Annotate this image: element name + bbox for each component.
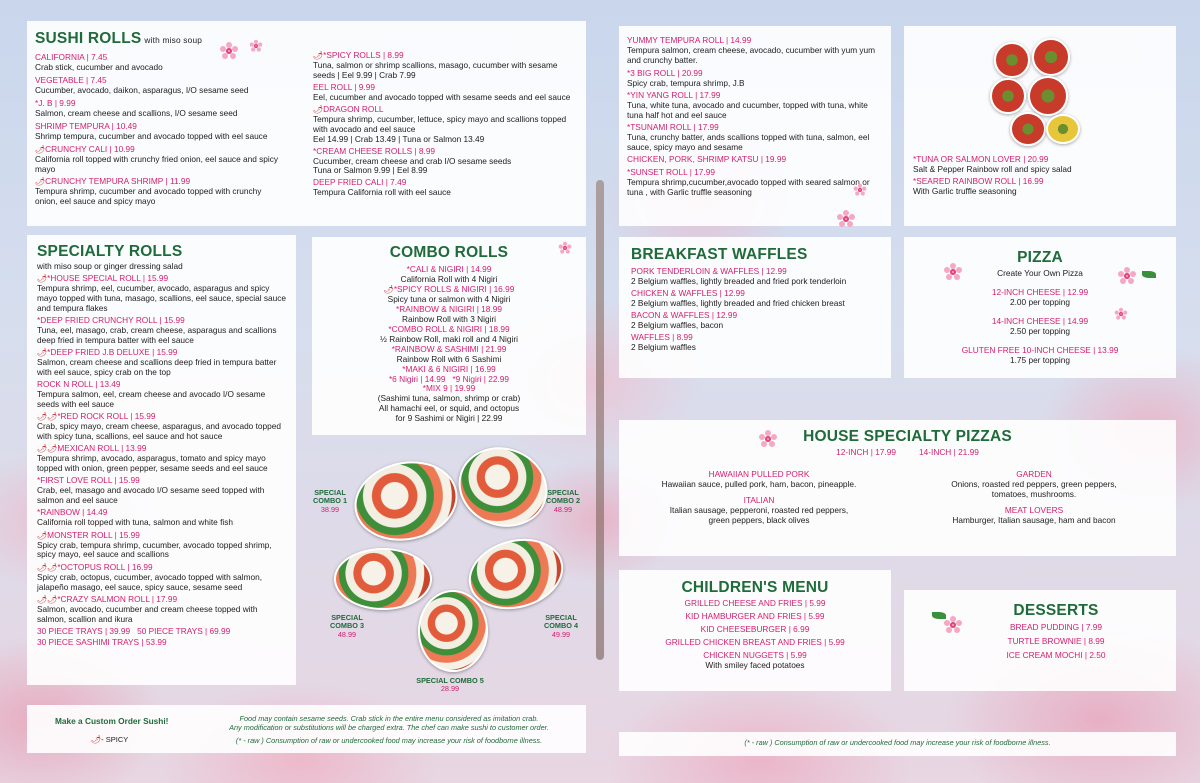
menu-item-name-text: KID HAMBURGER AND FRIES | 5.99 <box>685 611 825 621</box>
house-pizza-title: HOUSE SPECIALTY PIZZAS <box>803 428 1012 445</box>
house-pizza-right <box>904 464 1164 526</box>
menu-item <box>631 267 883 287</box>
menu-item-name-text: CHICKEN & WAFFLES | 12.99 <box>631 287 745 298</box>
menu-item-desc: Crab, spicy mayo, cream cheese, asparagus, and avocado topped with spicy tuna, scallions, eel sauce and hot sauce <box>37 421 281 442</box>
menu-item-name-text: *RAINBOW & NIGIRI | 18.99 <box>396 303 502 314</box>
menu-item <box>313 147 575 177</box>
pizza-list <box>912 288 1168 366</box>
menu-item-name-text: *MAKI & 6 NIGIRI | 16.99 <box>402 363 496 374</box>
tuna-salmon-lover-image <box>988 34 1084 152</box>
special-combo-5-label: SPECIAL COMBO 5 28.99 <box>416 676 484 694</box>
house-pizza-left <box>629 464 889 526</box>
menu-item-name-text: *CALI & NIGIRI | 14.99 <box>406 264 492 275</box>
menu-item <box>627 168 883 198</box>
menu-item-desc: Tempura shrimp,cucumber,avocado topped with seared salmon or tuna , with Garlic truffle seasoning <box>627 176 870 197</box>
cherry-blossom-icon <box>1115 308 1128 321</box>
menu-item-name-text: *RAINBOW | 14.49 <box>37 507 108 518</box>
menu-item <box>313 178 575 198</box>
menu-item-name-text: *HOUSE SPECIAL ROLL | 15.99 <box>47 273 169 284</box>
menu-item-name-text: CHICKEN NUGGETS | 5.99 <box>703 649 807 660</box>
tree-trunk <box>596 180 604 660</box>
special-combo-2-label: SPECIAL COMBO 2 48.99 <box>545 488 581 514</box>
cherry-blossom-icon <box>559 242 572 255</box>
cherry-blossom-icon <box>759 430 777 448</box>
menu-item <box>37 316 288 346</box>
menu-item <box>631 333 883 353</box>
menu-item-name-text: *YIN YANG ROLL | 17.99 <box>627 89 721 100</box>
chili-pepper-icon: 🌶 <box>37 562 48 572</box>
menu-item-name <box>627 625 883 635</box>
leaf-icon <box>932 612 946 619</box>
menu-item-desc: Salt & Pepper Rainbow roll and spicy salad <box>913 163 1072 174</box>
menu-item-desc: Eel, cucumber and avocado topped with sesame seeds and eel sauce <box>313 91 571 102</box>
breakfast-panel <box>619 237 891 378</box>
menu-item-name-text: *FIRST LOVE ROLL | 15.99 <box>37 475 140 486</box>
chili-pepper-icon: 🌶 <box>37 348 48 358</box>
menu-item <box>37 412 288 442</box>
menu-item-name-text: *DEEP FRIED CRUNCHY ROLL | 15.99 <box>37 315 185 326</box>
menu-item-name-text: BACON & WAFFLES | 12.99 <box>631 309 738 320</box>
menu-item <box>912 317 1168 337</box>
menu-item <box>627 638 883 648</box>
desserts-list <box>944 623 1168 661</box>
spicy-legend: 🌶- SPICY <box>91 735 129 744</box>
size-12: 12-INCH | 17.99 <box>836 447 896 458</box>
menu-item <box>37 380 288 410</box>
menu-item-name-text: GARDEN <box>1016 469 1052 479</box>
menu-item-name-text: KID CHEESEBURGER | 6.99 <box>700 623 810 634</box>
menu-item-desc: 1.75 per topping <box>1010 354 1070 365</box>
menu-item <box>37 508 288 528</box>
menu-item <box>904 470 1164 500</box>
menu-item-name-text: *SEARED RAINBOW ROLL | 16.99 <box>913 175 1044 186</box>
menu-item-name-text: GRILLED CHEESE AND FRIES | 5.99 <box>684 598 826 609</box>
special-combo-5-image <box>418 590 488 672</box>
menu-item-name-text: ROCK N ROLL | 13.49 <box>37 379 121 390</box>
menu-item <box>35 177 285 207</box>
desserts-title: DESSERTS <box>1013 602 1099 619</box>
menu-item-name-text: SHRIMP TEMPURA | 10.49 <box>35 120 137 131</box>
menu-item-name-text: DRAGON ROLL <box>323 103 384 114</box>
menu-item-desc: 2 Belgium waffles, lightly breaded and fried chicken breast <box>631 297 845 308</box>
dessert-item: ICE CREAM MOCHI | 2.50 <box>1006 649 1106 660</box>
menu-item-name-text: 12-INCH CHEESE | 12.99 <box>991 287 1089 297</box>
combo-title: COMBO ROLLS <box>389 244 509 261</box>
mix-9-desc: (Sashimi tuna, salmon, shrimp or crab) All hamachi eel, or squid, and octopus for 9 Sashimi or Nigiri | 22.99 <box>377 393 521 424</box>
menu-item <box>629 496 889 526</box>
chili-pepper-icon: 🌶 <box>37 412 48 422</box>
desserts-panel <box>904 590 1176 691</box>
lover-panel <box>904 26 1176 226</box>
menu-item-desc: Onions, roasted red peppers, green peppers, tomatoes, mushrooms. <box>951 478 1117 499</box>
special-combo-3-label: SPECIAL COMBO 3 48.99 <box>329 613 365 639</box>
chili-pepper-icon: 🌶 <box>37 274 48 284</box>
menu-item <box>627 155 883 165</box>
chili-pepper-icon: 🌶 <box>37 594 48 604</box>
menu-item-name-text: EEL ROLL | 9.99 <box>313 81 375 92</box>
menu-item <box>313 83 575 103</box>
menu-item-desc: California roll topped with crunchy fried onion, eel sauce and spicy mayo <box>35 153 279 174</box>
menu-item <box>912 346 1168 366</box>
menu-item-name-text: *OCTOPUS ROLL | 16.99 <box>57 561 153 572</box>
cherry-blossom-icon <box>944 263 962 281</box>
cherry-blossom-icon <box>1118 267 1136 285</box>
cherry-blossom-icon <box>854 184 867 197</box>
tempura-list <box>627 36 883 197</box>
menu-item-desc: Tempura shrimp, cucumber, lettuce, spicy mayo and scallions topped with avocado and eel sauce Eel 14.99 | Crab 13.49 | Tuna or Salmon 13.49 <box>313 113 567 144</box>
menu-item <box>37 444 288 474</box>
menu-item <box>320 345 578 365</box>
menu-item-desc: California roll topped with tuna, salmon and white fish <box>37 517 234 528</box>
nigiri-9: *9 Nigiri | 22.99 <box>452 373 510 384</box>
menu-item-desc: Rainbow Roll with 3 Nigiri <box>401 313 497 324</box>
dessert-item: BREAD PUDDING | 7.99 <box>1009 622 1103 633</box>
menu-item <box>37 274 288 314</box>
sushi-rolls-right-list <box>313 49 575 198</box>
menu-item-desc: 2 Belgium waffles, lightly breaded and fried pork tenderloin <box>631 276 847 286</box>
menu-item-name <box>627 599 883 609</box>
menu-item-name-text: HAWAIIAN PULLED PORK <box>708 469 810 479</box>
menu-item-name-text: *RED ROCK ROLL | 15.99 <box>57 411 156 422</box>
sushi-rolls-title: SUSHI ROLLS with miso soup <box>35 30 203 47</box>
menu-item-name-text: *CREAM CHEESE ROLLS | 8.99 <box>313 145 436 156</box>
menu-item-desc: Tempura salmon, eel, cream cheese and avocado I/O sesame seeds with eel sauce <box>37 389 266 410</box>
raw-note: (* - raw ) Consumption of raw or undercooked food may increase your risk of foodborne illness. <box>744 738 1051 747</box>
menu-item <box>313 105 575 145</box>
menu-item-name-text: WAFFLES | 8.99 <box>631 331 693 342</box>
menu-item-desc: Italian sausage, pepperoni, roasted red peppers, green peppers, black olives <box>669 504 849 525</box>
menu-item <box>913 155 1163 175</box>
tempura-rolls-panel <box>619 26 891 226</box>
children-panel <box>619 570 891 691</box>
menu-item-desc: Tuna, crunchy batter, ands scallions topped with tuna, salmon, eel sauce, spicy mayo and sesame <box>627 132 870 153</box>
menu-item-name-text: *COMBO ROLL & NIGIRI | 18.99 <box>388 323 510 334</box>
specialty-title: SPECIALTY ROLLS <box>37 243 183 260</box>
menu-item-name-text: VEGETABLE | 7.45 <box>35 74 107 85</box>
dessert-item: TURTLE BROWNIE | 8.99 <box>1007 636 1105 646</box>
menu-item <box>627 612 883 622</box>
cherry-blossom-icon <box>837 210 855 228</box>
tray-30: 30 PIECE TRAYS | 39.99 <box>37 625 131 636</box>
food-note: Food may contain sesame seeds. Crab stick in the entire menu considered as imitation crab. Any modification or substitutions will be charged extra. The chef can make sushi to customer order. (* - raw ) Consumption of raw or undercooked food may increase your risk of foodborne illness. <box>229 714 549 745</box>
menu-item-desc: Cucumber, avocado, daikon, asparagus, I/O sesame seed <box>35 84 249 95</box>
menu-item <box>629 470 889 490</box>
menu-item <box>627 123 883 153</box>
menu-item-name-text: *SUNSET ROLL | 17.99 <box>627 166 715 177</box>
menu-item-desc: 2 Belgium waffles, bacon <box>631 319 724 330</box>
menu-item-name-text: *3 BIG ROLL | 20.99 <box>627 67 703 78</box>
menu-item-name <box>627 155 883 165</box>
menu-item-desc: 2.50 per topping <box>1010 325 1070 336</box>
chili-pepper-icon: 🌶 <box>91 735 102 744</box>
menu-item <box>320 325 578 345</box>
special-combo-3-image <box>334 548 432 610</box>
menu-item-desc: California Roll with 4 Nigiri <box>400 274 498 284</box>
specialty-rolls-panel <box>27 235 296 685</box>
special-combo-1-image <box>347 452 465 550</box>
menu-item <box>627 91 883 121</box>
menu-item-desc: 2 Belgium waffles <box>631 341 696 352</box>
menu-item <box>320 285 578 305</box>
menu-item-desc: ½ Rainbow Roll, maki roll and 4 Nigiri <box>380 333 518 344</box>
chili-pepper-icon: 🌶 <box>37 444 48 454</box>
menu-item <box>313 51 575 81</box>
menu-item-name-text: CRUNCHY TEMPURA SHRIMP | 11.99 <box>45 176 191 187</box>
footer-right-panel <box>619 732 1176 756</box>
nigiri-6: *6 Nigiri | 14.99 <box>388 373 446 384</box>
menu-item-name-text: *SPICY ROLLS | 8.99 <box>323 50 404 60</box>
menu-item-name-text: *CRAZY SALMON ROLL | 17.99 <box>57 593 178 604</box>
special-combo-4-label: SPECIAL COMBO 4 49.99 <box>543 613 579 639</box>
menu-item <box>912 288 1168 308</box>
menu-item <box>320 305 578 325</box>
chili-pepper-icon: 🌶 <box>47 562 58 572</box>
menu-item-desc: Tuna, white tuna, avocado and cucumber, topped with tuna, white tuna half hot and eel sauce <box>627 99 868 120</box>
combo-list <box>320 265 578 374</box>
menu-item <box>627 69 883 89</box>
menu-item-desc: Tempura salmon, cream cheese, avocado, cucumber with yum yum and crunchy batter. <box>627 45 876 66</box>
menu-item-desc: Tempura shrimp, cucumber and avocado topped with crunchy onion, eel sauce and spicy mayo <box>35 186 262 207</box>
house-pizza-sizes <box>647 448 1168 458</box>
sushi-rolls-left-list <box>35 50 285 207</box>
menu-item-name-text: *DEEP FRIED J.B DELUXE | 15.99 <box>47 347 178 358</box>
menu-item <box>627 36 883 66</box>
menu-item-name-text: MONSTER ROLL | 15.99 <box>47 529 140 540</box>
menu-item-desc: Hawaiian sauce, pulled pork, ham, bacon, pineapple. <box>661 478 857 489</box>
menu-item <box>913 177 1163 197</box>
chili-pepper-icon: 🌶 <box>35 177 46 187</box>
menu-item-desc: Tempura shrimp, eel, cucumber, avocado, asparagus and spicy mayo topped with tuna, masago, scallions, eel sauce, special sauce and tempura flakes <box>37 283 287 314</box>
chili-pepper-icon: 🌶 <box>37 530 48 540</box>
menu-item-name-text: CRUNCHY CALI | 10.99 <box>45 143 135 154</box>
menu-item <box>631 311 883 331</box>
menu-item-name-text: GRILLED CHICKEN BREAST AND FRIES | 5.99 <box>665 636 845 647</box>
tray-50: 50 PIECE TRAYS | 69.99 <box>137 625 231 636</box>
menu-item <box>904 506 1164 526</box>
menu-item <box>320 265 578 285</box>
menu-item-name-text: *RAINBOW & SASHIMI | 21.99 <box>391 343 507 354</box>
menu-item <box>37 348 288 378</box>
menu-item-desc: Rainbow Roll with 6 Sashimi <box>396 353 502 364</box>
menu-item-name-text: CALIFORNIA | 7.45 <box>35 52 108 62</box>
menu-item-desc: Salmon, avocado, cucumber and cream cheese topped with salmon, scallion and ikura <box>37 603 258 624</box>
menu-item <box>35 53 285 73</box>
cherry-blossom-icon <box>944 616 962 634</box>
breakfast-title: BREAKFAST WAFFLES <box>631 246 808 263</box>
menu-item-name-text: 14-INCH CHEESE | 14.99 <box>991 315 1089 326</box>
chili-pepper-icon: 🌶 <box>35 144 46 154</box>
menu-item <box>37 563 288 593</box>
menu-item-name <box>627 638 883 648</box>
menu-item-name-text: YUMMY TEMPURA ROLL | 14.99 <box>627 35 752 46</box>
custom-order-text: Make a Custom Order Sushi! <box>55 716 169 726</box>
menu-item <box>35 76 285 96</box>
menu-item <box>627 625 883 635</box>
chili-pepper-icon: 🌶 <box>313 51 324 60</box>
menu-item-desc: Tempura California roll with eel sauce <box>313 187 451 198</box>
pizza-panel <box>904 237 1176 378</box>
size-14: 14-INCH | 21.99 <box>919 447 979 458</box>
specialty-list <box>37 274 288 624</box>
menu-item-desc: Tuna, salmon or shrimp scallions, masago, cucumber with sesame seeds | Eel 9.99 | Crab 7.99 <box>313 59 558 80</box>
menu-item <box>37 476 288 506</box>
menu-item <box>37 595 288 625</box>
menu-item-desc: Crab, eel, masago and avocado I/O sesame seed topped with salmon and eel sauce <box>37 485 265 506</box>
menu-item <box>627 651 883 671</box>
menu-item-name <box>627 612 883 622</box>
menu-item-name-text: CHICKEN, PORK, SHRIMP KATSU | 19.99 <box>627 154 787 165</box>
leaf-icon <box>1142 271 1156 278</box>
chili-pepper-icon: 🌶 <box>47 444 58 454</box>
menu-item-desc: Salmon, cream cheese and scallions deep fried in tempura batter with eel sauce, spicy crab on the top <box>37 357 277 378</box>
mix-9: *MIX 9 | 19.99 <box>422 383 476 394</box>
menu-item-name-text: *TSUNAMI ROLL | 17.99 <box>627 122 719 133</box>
menu-item <box>35 122 285 142</box>
menu-item-name-text: *SPICY ROLLS & NIGIRI | 16.99 <box>393 283 515 294</box>
menu-item-desc: Spicy tuna or salmon with 4 Nigiri <box>387 293 511 304</box>
menu-item-name-text: *TUNA OR SALMON LOVER | 20.99 <box>913 154 1049 164</box>
chili-pepper-icon: 🌶 <box>313 104 324 114</box>
menu-item-name-text: DEEP FRIED CALI | 7.49 <box>313 177 407 188</box>
pizza-title: PIZZA <box>1017 249 1063 266</box>
menu-item-desc: Tuna, eel, masago, crab, cream cheese, asparagus and scallions deep fried in tempura batter with eel sauce <box>37 325 277 346</box>
menu-item <box>37 531 288 561</box>
children-title: CHILDREN'S MENU <box>681 579 829 596</box>
chili-pepper-icon: 🌶 <box>47 594 58 604</box>
menu-item-desc: Cucumber, cream cheese and crab I/O sesame seeds Tuna or Salmon 9.99 | Eel 8.99 <box>313 155 512 176</box>
menu-item-desc: With smiley faced potatoes <box>705 659 805 670</box>
menu-item-desc: 2.00 per topping <box>1010 296 1070 307</box>
menu-item <box>35 99 285 119</box>
menu-item <box>631 289 883 309</box>
special-combo-1-label: SPECIAL COMBO 1 38.99 <box>312 488 348 514</box>
menu-item <box>35 145 285 175</box>
breakfast-list <box>631 267 883 353</box>
menu-item-desc: With Garlic truffle seasoning <box>913 185 1017 196</box>
footer-left-panel <box>27 705 586 753</box>
house-pizza-panel <box>619 420 1176 556</box>
special-combo-2-image <box>447 435 558 539</box>
pizza-subtitle: Create Your Own Pizza <box>997 268 1083 279</box>
menu-item-name-text: MEAT LOVERS <box>1004 504 1064 515</box>
combo-rolls-panel <box>312 237 586 435</box>
lover-list <box>913 153 1163 197</box>
specialty-subtitle: with miso soup or ginger dressing salad <box>37 261 183 272</box>
menu-item-name-text: MEXICAN ROLL | 13.99 <box>57 443 147 454</box>
menu-item-desc: Hamburger, Italian sausage, ham and bacon <box>952 514 1116 525</box>
chili-pepper-icon: 🌶 <box>383 284 394 294</box>
menu-item-desc: Spicy crab, octopus, cucumber, avocado topped with salmon, jalapeño masago, eel sauce, spicy sauce, sesame seed <box>37 571 263 592</box>
menu-item-desc: Tempura shrimp, avocado, asparagus, tomato and spicy mayo topped with onion, green pepper, sesame seeds and eel sauce <box>37 453 268 474</box>
tray-line <box>37 627 288 637</box>
menu-item-desc: Spicy crab, tempura shrimp, J.B <box>627 77 745 88</box>
sushi-rolls-panel <box>27 21 586 226</box>
menu-item-name-text: ITALIAN <box>743 494 775 505</box>
menu-item <box>627 599 883 609</box>
menu-item-desc: Spicy crab, tempura shrimp, cucumber, avocado topped shrimp, spicy mayo, eel sauce and scallions <box>37 539 272 560</box>
menu-item-name-text: PORK TENDERLOIN & WAFFLES | 12.99 <box>631 266 787 277</box>
chili-pepper-icon: 🌶 <box>47 412 58 422</box>
menu-item-name-text: *J. B | 9.99 <box>35 97 76 108</box>
menu-item-desc: Salmon, cream cheese and scallions, I/O sesame seed <box>35 107 238 118</box>
tray-sashimi: 30 PIECE SASHIMI TRAYS | 53.99 <box>37 637 167 648</box>
menu-item-name-text: GLUTEN FREE 10-INCH CHEESE | 13.99 <box>961 344 1119 355</box>
menu-item-desc: Crab stick, cucumber and avocado <box>35 61 163 72</box>
children-list <box>627 599 883 671</box>
menu-item-desc: Shrimp tempura, cucumber and avocado topped with eel sauce <box>35 130 268 141</box>
